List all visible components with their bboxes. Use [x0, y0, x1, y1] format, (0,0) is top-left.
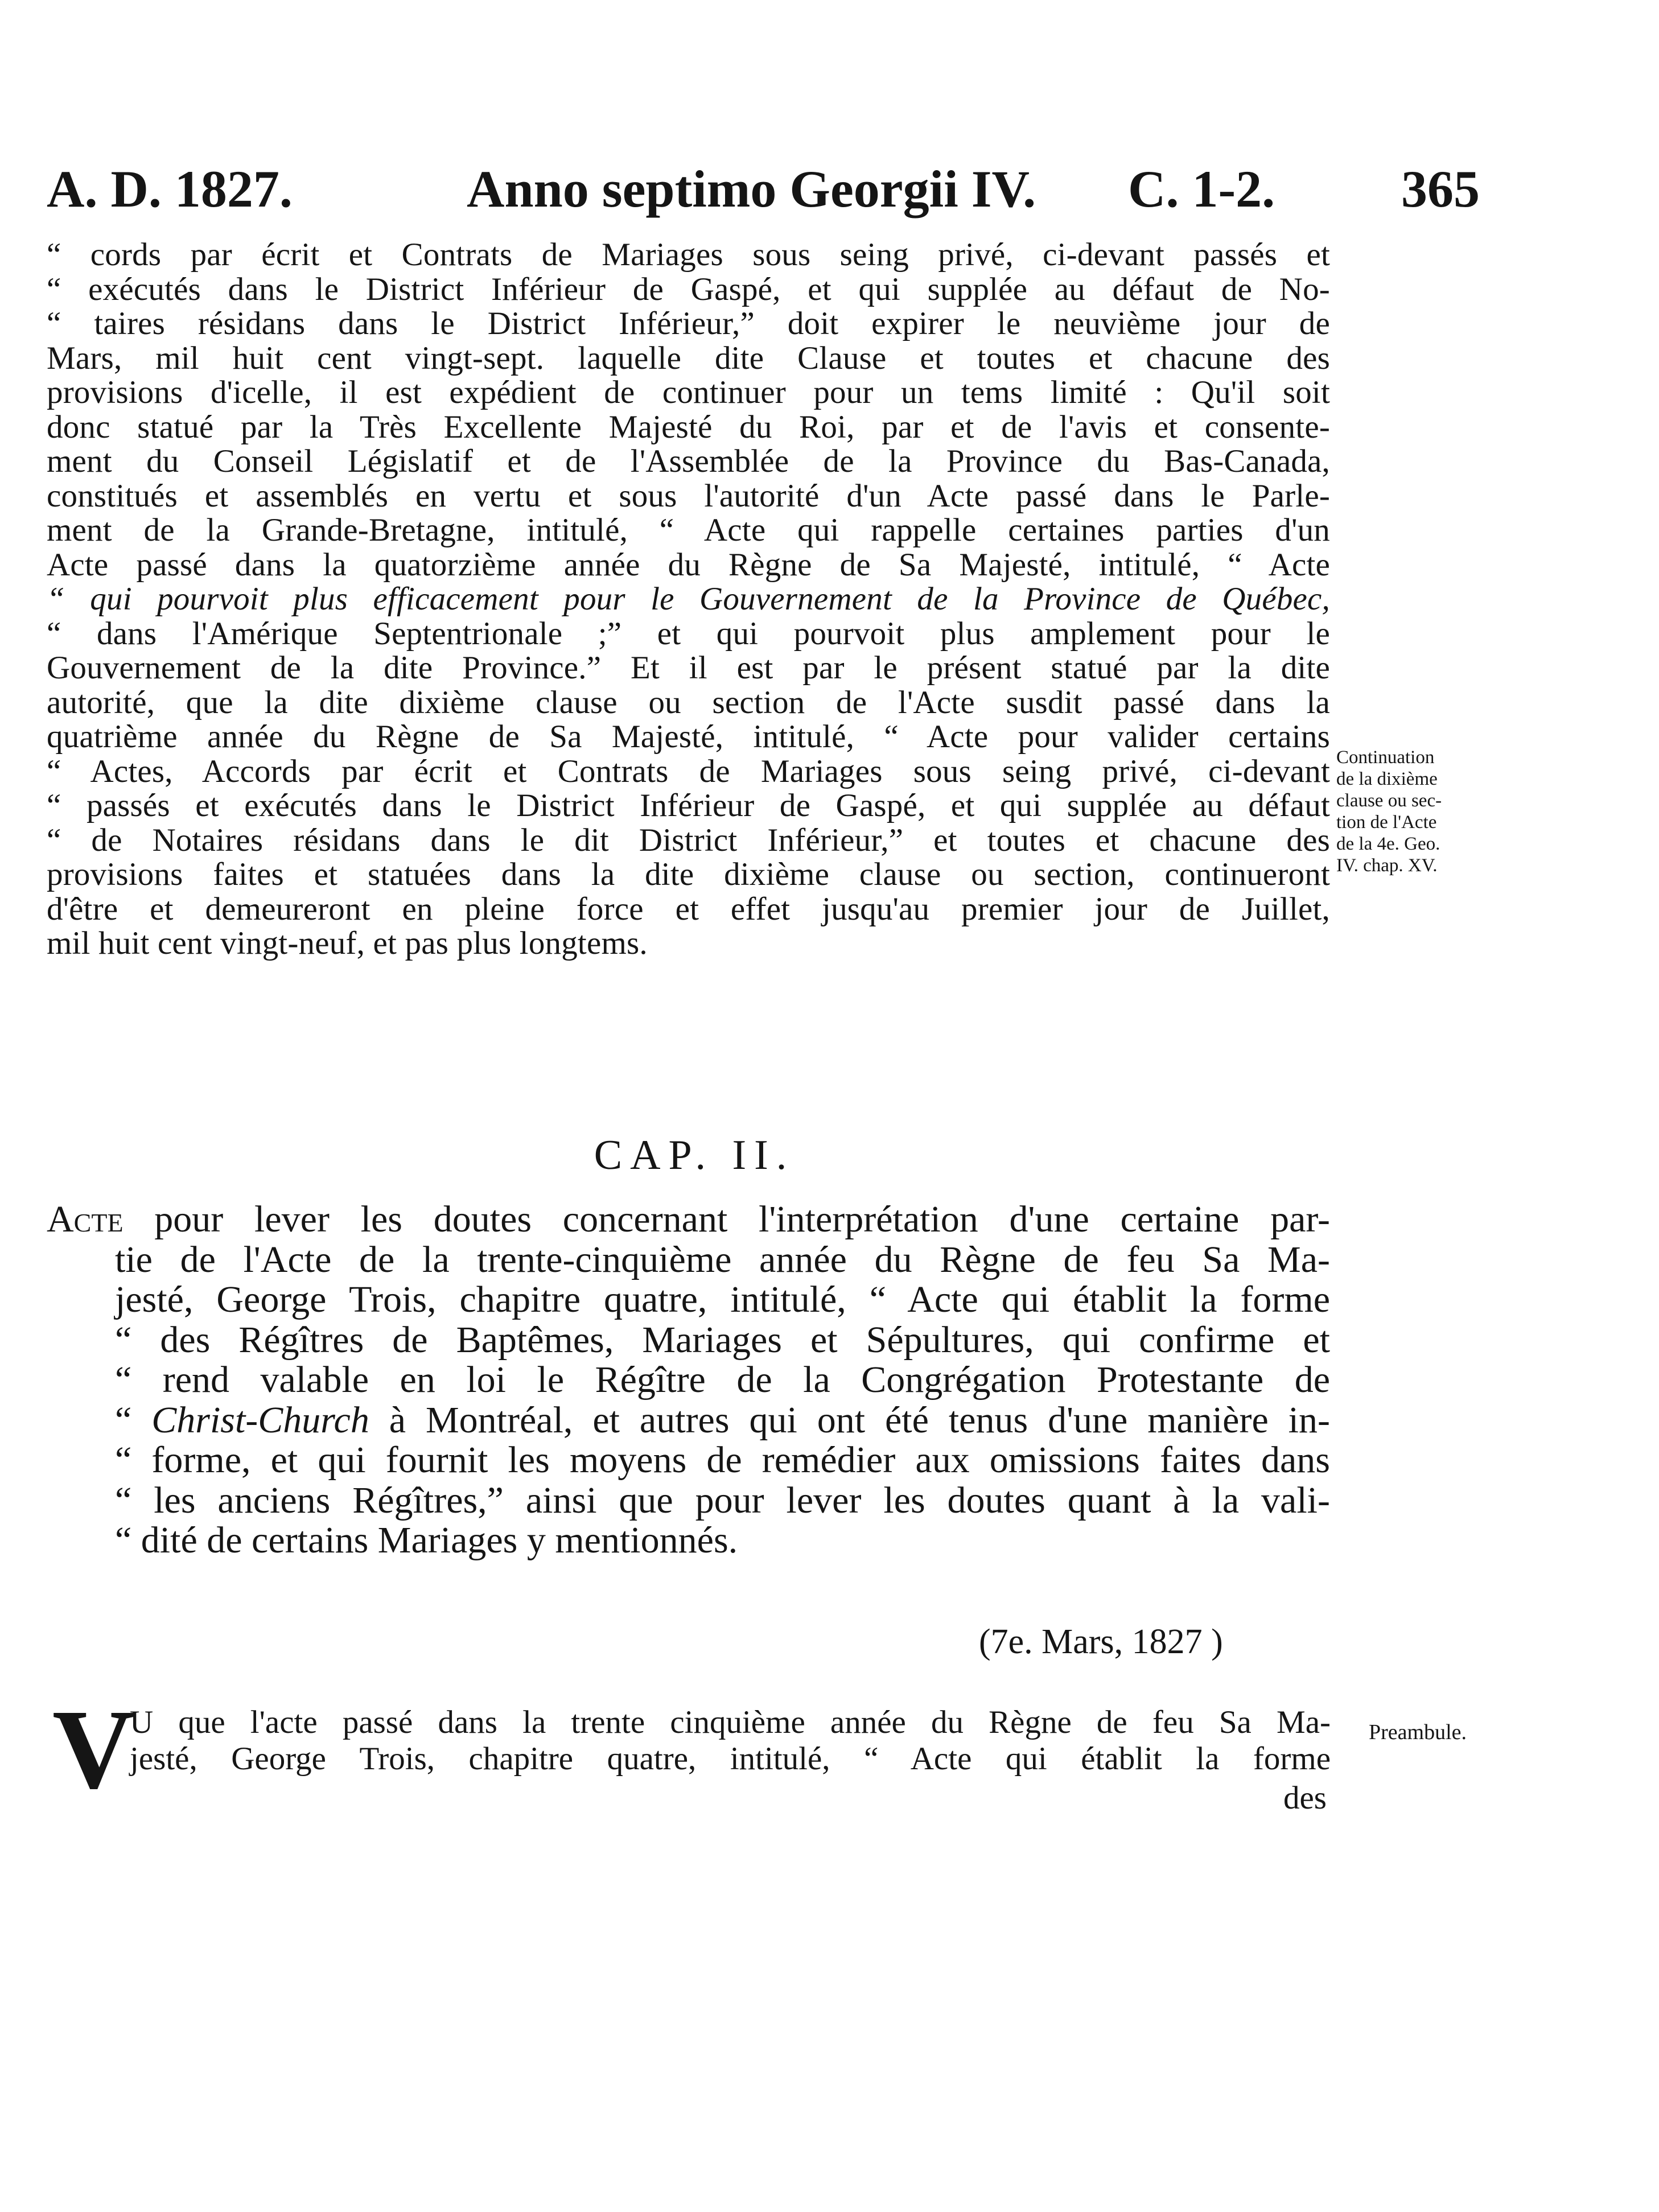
text-line: Gouvernement de la dite Province.” Et il est par le présent statué par la dite: [47, 650, 1330, 686]
chapter-heading: CAP. II.: [594, 1132, 795, 1179]
act-title-lead: Acte: [47, 1198, 124, 1240]
act-title-italic: Christ-Church: [151, 1399, 369, 1441]
text-line: ment du Conseil Législatif et de l'Assemblée de la Province du Bas-Canada,: [47, 443, 1330, 479]
act-title-line: tie de l'Acte de la trente-cinquième année du Règne de feu Sa Ma-: [115, 1238, 1330, 1280]
preamble-line: U que l'acte passé dans la trente cinquième année du Règne de feu Sa Ma-: [130, 1704, 1331, 1740]
text-line: Acte passé dans la quatorzième année du Règne de Sa Majesté, intitulé, “ Acte: [47, 546, 1330, 583]
act-title-line: jesté, George Trois, chapitre quatre, intitulé, “ Acte qui établit la forme: [115, 1279, 1330, 1320]
text-line: “ taires résidans dans le District Inférieur,” doit expirer le neuvième jour de: [47, 306, 1330, 341]
text-line: provisions faites et statuées dans la dite dixième clause ou section, continueront: [47, 856, 1330, 892]
text-line: constitués et assemblés en vertu et sous l'autorité d'un Acte passé dans le Parle-: [47, 477, 1330, 514]
text-line: “ passés et exécutés dans le District Inférieur de Gaspé, et qui supplée au défaut: [47, 788, 1330, 823]
text-line: mil huit cent vingt-neuf, et pas plus longtems.: [47, 925, 648, 961]
text-line: “ Actes, Accords par écrit et Contrats de Mariages sous seing privé, ci-devant: [47, 753, 1330, 789]
act-title-line: “ les anciens Régîtres,” ainsi que pour lever les doutes quant à la vali-: [115, 1479, 1330, 1521]
act-title: [47, 1200, 1330, 1561]
margin-note-preamble: Preambule.: [1369, 1720, 1467, 1744]
text-line: “ de Notaires résidans dans le dit District Inférieur,” et toutes et chacune des: [47, 822, 1330, 858]
act-title-line: à Montréal, et autres qui ont été tenus d'une manière in-: [389, 1399, 1331, 1441]
act-title-line: pour lever les doutes concernant l'interprétation d'une certaine par-: [154, 1198, 1330, 1240]
running-header: [47, 155, 1509, 223]
text-line: autorité, que la dite dixième clause ou section de l'Acte susdit passé dans la: [47, 684, 1330, 720]
margin-note-line: IV. chap. XV.: [1336, 855, 1438, 876]
text-line: ment de la Grande-Bretagne, intitulé, “ Acte qui rappelle certaines parties d'un: [47, 512, 1330, 548]
page-number: 365: [1401, 160, 1480, 218]
header-title: Anno septimo Georgii IV.: [467, 160, 1036, 218]
act-date: (7e. Mars, 1827 ): [979, 1622, 1223, 1661]
header-year: A. D. 1827.: [47, 160, 293, 218]
margin-note-line: de la dixième: [1336, 769, 1438, 789]
text-line: donc statué par la Très Excellente Majesté du Roi, par et de l'avis et consente-: [47, 409, 1330, 445]
margin-note-line: Continuation: [1336, 747, 1435, 768]
chapter-one-text: [47, 238, 1330, 961]
margin-note-line: tion de l'Acte: [1336, 812, 1437, 833]
act-title-line: “ forme, et qui fournit les moyens de remédier aux omissions faites dans: [115, 1439, 1330, 1481]
text-line: quatrième année du Règne de Sa Majesté, intitulé, “ Acte pour valider certains: [47, 719, 1330, 755]
text-line: “ exécutés dans le District Inférieur de Gaspé, et qui supplée au défaut de No-: [47, 271, 1330, 307]
catchword: des: [1283, 1780, 1327, 1816]
margin-note-continuation: [1336, 747, 1507, 876]
act-title-quote: “: [115, 1399, 132, 1441]
margin-note-line: de la 4e. Geo.: [1336, 834, 1440, 854]
preamble-text: [130, 1704, 1331, 1777]
margin-note-line: clause ou sec-: [1336, 790, 1442, 811]
act-title-line: “ des Régîtres de Baptêmes, Mariages et Sépultures, qui confirme et: [115, 1319, 1330, 1361]
text-line: “ cords par écrit et Contrats de Mariages sous seing privé, ci-devant passés et: [47, 237, 1330, 273]
text-line-italic: “ qui pourvoit plus efficacement pour le Gouvernement de la Province de Québec,: [47, 581, 1330, 617]
act-title-line: “ dité de certains Mariages y mentionnés.: [115, 1519, 738, 1561]
text-line: provisions d'icelle, il est expédient de continuer pour un tems limité : Qu'il soit: [47, 374, 1330, 410]
act-title-line: “ rend valable en loi le Régître de la Congrégation Protestante de: [115, 1359, 1330, 1400]
preamble-line: jesté, George Trois, chapitre quatre, intitulé, “ Acte qui établit la forme: [130, 1741, 1331, 1777]
text-line: Mars, mil huit cent vingt-sept. laquelle dite Clause et toutes et chacune des: [47, 340, 1330, 376]
drop-cap: V: [52, 1687, 135, 1813]
text-line: “ dans l'Amérique Septentrionale ;” et qui pourvoit plus amplement pour le: [47, 615, 1330, 652]
header-chapter: C. 1-2.: [1128, 160, 1275, 218]
text-line: d'être et demeureront en pleine force et effet jusqu'au premier jour de Juillet,: [47, 891, 1330, 927]
